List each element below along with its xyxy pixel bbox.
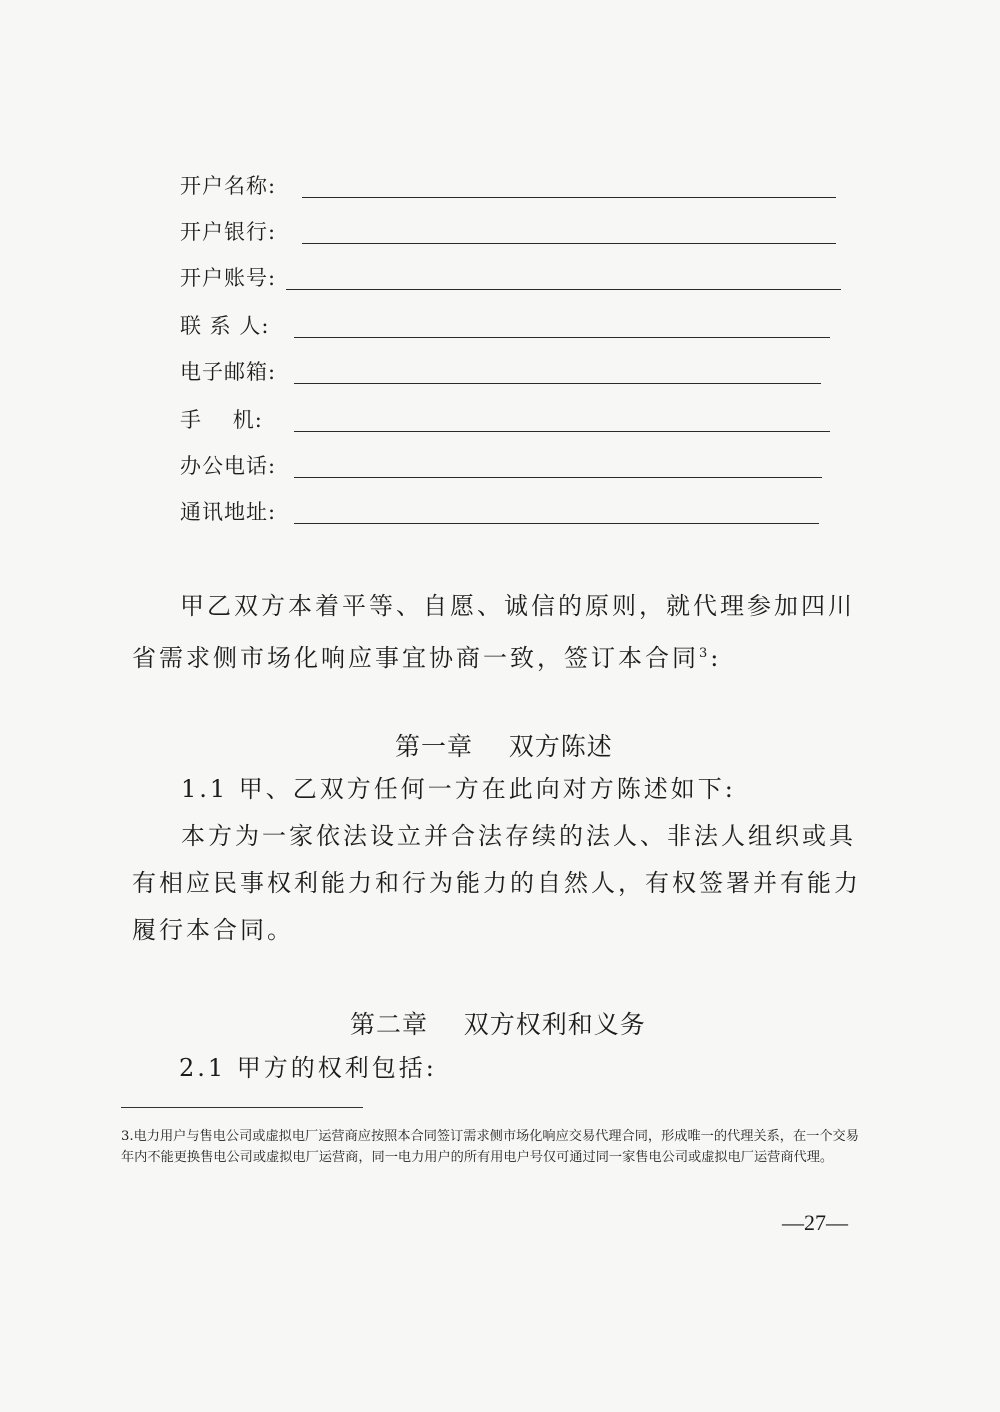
- chapter-1-title: 第一章 双方陈述: [395, 732, 613, 761]
- intro-line-2-colon: :: [710, 644, 722, 672]
- blank-line[interactable]: [294, 383, 821, 384]
- blank-line[interactable]: [294, 431, 830, 432]
- intro-line-2: [132, 630, 721, 682]
- field-bank: [180, 214, 840, 250]
- blank-line[interactable]: [302, 243, 836, 244]
- field-label: 开户账号:: [180, 266, 277, 290]
- intro-line-2-text: 省需求侧市场化响应事宜协商一致，签订本合同: [132, 644, 699, 672]
- field-office-phone: [180, 448, 840, 484]
- field-contact: [180, 308, 840, 344]
- field-account-name: [180, 168, 840, 204]
- page-number: —27—: [782, 1210, 848, 1235]
- blank-line[interactable]: [294, 523, 819, 524]
- chapter-2-title: 第二章 双方权利和义务: [350, 1010, 646, 1039]
- footnote-ref[interactable]: 3: [699, 646, 711, 661]
- footnote-divider: [121, 1107, 363, 1108]
- field-account-number: [180, 260, 845, 296]
- blank-line[interactable]: [302, 197, 836, 198]
- intro-line-1: 甲乙双方本着平等、自愿、诚信的原则，就代理参加四川: [180, 592, 855, 620]
- blank-line[interactable]: [294, 337, 830, 338]
- field-email: [180, 354, 840, 390]
- section-2-1: 2.1 甲方的权利包括:: [179, 1054, 437, 1082]
- field-label: 电子邮箱:: [180, 360, 277, 384]
- field-address: [180, 494, 840, 530]
- field-label: 办公电话:: [180, 454, 277, 478]
- field-label: 开户银行:: [180, 220, 277, 244]
- field-mobile: [180, 402, 840, 438]
- footnote-text: 3.电力用户与售电公司或虚拟电厂运营商应按照本合同签订需求侧市场化响应交易代理合同，形成唯一的代理关系，在一个交易年内不能更换售电公司或虚拟电厂运营商，同一电力用户的所有用电户号仅可通过同一家售电公司或虚拟电厂运营商代理。: [121, 1129, 859, 1165]
- field-label: 通讯地址:: [180, 500, 277, 524]
- section-1-1: 1.1 甲、乙双方任何一方在此向对方陈述如下:: [181, 775, 736, 803]
- field-label: 开户名称:: [180, 174, 277, 198]
- field-label: 手 机:: [180, 408, 263, 432]
- field-label: 联 系 人:: [180, 314, 270, 338]
- chapter-1-body-line-3: 履行本合同。: [132, 916, 294, 944]
- blank-line[interactable]: [286, 289, 841, 290]
- chapter-1-body-line-1: 本方为一家依法设立并合法存续的法人、非法人组织或具: [181, 822, 856, 850]
- chapter-1-body-line-2: 有相应民事权利能力和行为能力的自然人，有权签署并有能力: [132, 869, 861, 897]
- blank-line[interactable]: [294, 477, 822, 478]
